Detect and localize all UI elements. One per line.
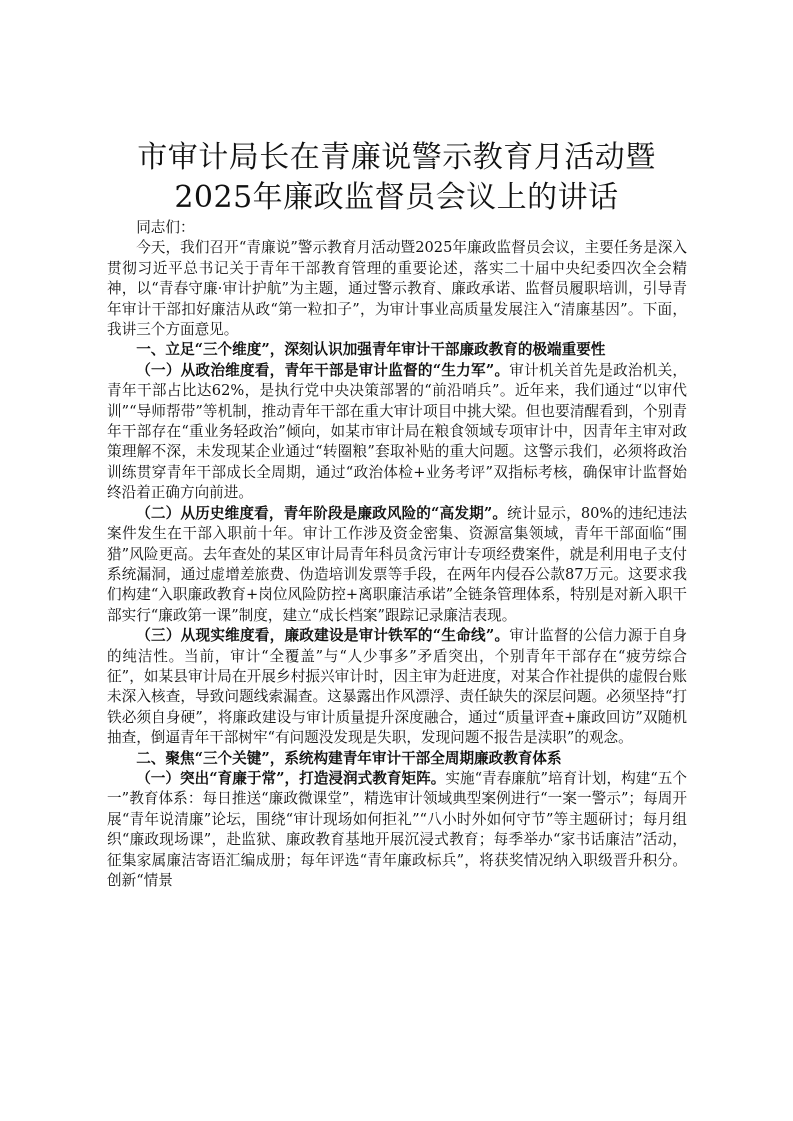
section-1-heading: 一、立足“三个维度”，深刻认识加强青年审计干部廉政教育的极端重要性	[136, 341, 606, 359]
paragraph-text: 审计机关首先是政治机关，青年干部占比达62%，是执行党中央决策部署的“前沿哨兵”。近年来，我们通过“以审代训”“导师帮带”等机制，推动青年干部在重大审计项目中挑大梁。但也要清醒看到，个别青年干部存在“重业务轻政治”倾向，如某市审计局在粮食领域专项审计中，因青年主审对政策理解不深，未发现某企业通过“转圈粮”套取补贴的重大问题。这警示我们，必须将政治训练贯穿青年干部成长全周期，通过“政治体检+业务考评”双指标考核，确保审计监督始终沿着正确方向前进。	[107, 361, 687, 502]
paragraph-lead: （三）从现实维度看，廉政建设是审计铁军的“生命线”。	[136, 627, 510, 645]
section-1-paragraph-3	[107, 626, 687, 748]
document-body	[107, 218, 687, 891]
section-2-heading: 二、聚焦“三个关键”，系统构建青年审计干部全周期廉政教育体系	[136, 749, 562, 767]
document-title: 市审计局长在青廉说警示教育月活动暨2025年廉政监督员会议上的讲话	[137, 140, 656, 215]
greeting: 同志们：	[136, 219, 195, 236]
paragraph-lead: （一）突出“育廉于常”，打造浸润式教育矩阵。	[136, 769, 446, 787]
section-1-paragraph-2	[107, 504, 687, 626]
intro-paragraph: 今天，我们召开“青廉说”警示教育月活动暨2025年廉政监督员会议，主要任务是深入贯彻习近平总书记关于青年干部教育管理的重要论述，落实二十届中央纪委四次全会精神，以“青春守廉·审计护航”为主题，通过警示教育、廉政承诺、监督员履职培训，引导青年审计干部扣好廉洁从政“第一粒扣子”，为审计事业高质量发展注入“清廉基因”。下面，我讲三个方面意见。	[107, 239, 687, 339]
paragraph-text: 审计监督的公信力源于自身的纯洁性。当前，审计“全覆盖”与“人少事多”矛盾突出，个别青年干部存在“疲劳综合征”，如某县审计局在开展乡村振兴审计时，因主审为赶进度，对某合作社提供的虚假台账未深入核查，导致问题线索漏查。这暴露出作风漂浮、责任缺失的深层问题。必须坚持“打铁必须自身硬”，将廉政建设与审计质量提升深度融合，通过“质量评查+廉政回访”双随机抽查，倒逼青年干部树牢“有问题没发现是失职，发现问题不报告是渎职”的观念。	[107, 627, 687, 747]
paragraph-text: 实施“青春廉航”培育计划，构建“五个一”教育体系：每日推送“廉政微课堂”，精选审计领域典型案例进行“一案一警示”；每周开展“青年说清廉”论坛，围绕“审计现场如何拒礼”“八小时外如何守节”等主题研讨；每月组织“廉政现场课”，赴监狱、廉政教育基地开展沉浸式教育；每季举办“家书话廉洁”活动，征集家属廉洁寄语汇编成册；每年评选“青年廉政标兵”，将获奖情况纳入职级晋升积分。创新“情景	[107, 769, 688, 889]
section-1-paragraph-1	[107, 361, 687, 504]
paragraph-lead: （一）从政治维度看，青年干部是审计监督的“生力军”。	[136, 361, 510, 379]
paragraph-text: 统计显示，80%的违纪违法案件发生在干部入职前十年。审计工作涉及资金密集、资源富集领域，青年干部面临“围猎”风险更高。去年查处的某区审计局青年科员贪污审计专项经费案件，就是利用电子支付系统漏洞，通过虚增差旅费、伪造培训发票等手段，在两年内侵吞公款87万元。这要求我们构建“入职廉政教育+岗位风险防控+离职廉洁承诺”全链条管理体系，特别是对新入职干部实行“廉政第一课”制度，建立“成长档案”跟踪记录廉洁表现。	[107, 504, 687, 624]
section-2-paragraph-1	[107, 769, 687, 891]
paragraph-lead: （二）从历史维度看，青年阶段是廉政风险的“高发期”。	[136, 504, 508, 522]
